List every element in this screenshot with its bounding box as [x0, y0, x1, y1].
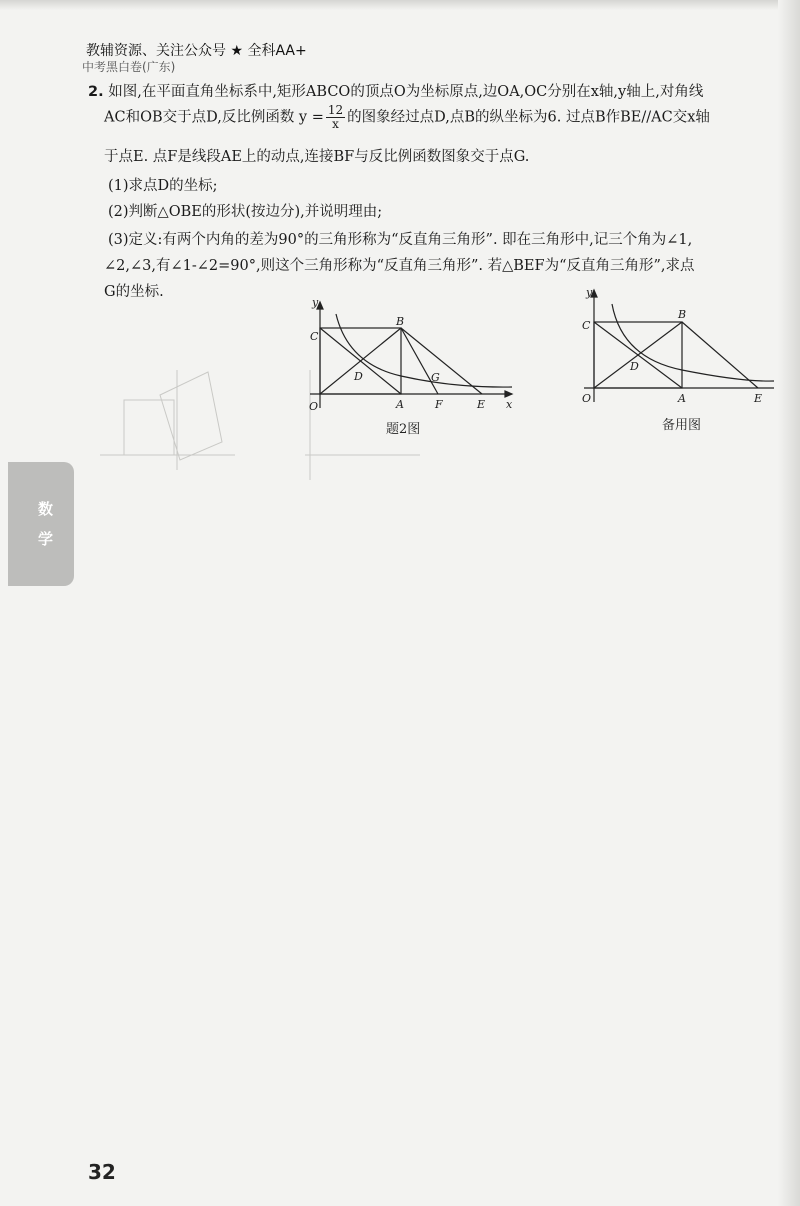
label-x: x	[506, 398, 513, 411]
function-fraction	[326, 104, 345, 131]
problem-line-3: 于点E. 点F是线段AE上的动点,连接BF与反比例函数图象交于点G.	[104, 149, 530, 165]
spare-label-a: A	[678, 392, 686, 405]
spare-label-y: y	[586, 286, 593, 299]
series-header: 中考黑白卷(广东)	[82, 60, 176, 74]
figure-spare-diagram	[578, 284, 778, 410]
problem-line-2	[104, 104, 710, 131]
spare-line-be	[682, 322, 758, 388]
label-o: O	[309, 400, 319, 413]
problem-text-2a: AC和OB交于点D,反比例函数 y =	[104, 109, 324, 126]
label-g: G	[431, 371, 440, 384]
question-number: 2.	[88, 84, 104, 100]
side-tab-char-1: 数	[38, 500, 54, 518]
part-3-line-1: (3)定义:有两个内角的差为90°的三角形称为“反直角三角形”. 即在三角形中,记三个角为∠1,	[108, 232, 693, 248]
label-c: C	[310, 330, 319, 343]
spare-label-e: E	[754, 392, 763, 405]
page-right-shadow	[778, 0, 800, 1206]
part-2: (2)判断△OBE的形状(按边分),并说明理由;	[108, 204, 383, 220]
label-b: B	[396, 315, 405, 328]
fraction-denominator: x	[332, 117, 339, 131]
line-be	[401, 328, 482, 394]
label-a: A	[396, 398, 404, 411]
part-3-line-2: ∠2,∠3,有∠1-∠2=90°,则这个三角形称为“反直角三角形”. 若△BEF为“反直角三角形”,求点	[104, 258, 695, 274]
label-d: D	[354, 370, 363, 383]
spare-label-o: O	[582, 392, 592, 405]
label-y: y	[312, 296, 319, 309]
watermark-text: 教辅资源、关注公众号 ★ 全科AA+	[86, 43, 307, 59]
problem-text-2b: 的图象经过点D,点B的纵坐标为6. 过点B作BE//AC交x轴	[347, 109, 710, 126]
problem-line-1	[88, 80, 703, 101]
page-top-shadow	[0, 0, 800, 10]
label-e: E	[477, 398, 486, 411]
figure-spare-caption: 备用图	[662, 418, 702, 433]
figure-main-caption: 题2图	[386, 422, 421, 437]
problem-text-1: 如图,在平面直角坐标系中,矩形ABCO的顶点O为坐标原点,边OA,OC分别在x轴,y轴上,对角线	[108, 84, 704, 100]
fraction-numerator: 12	[327, 103, 344, 117]
subject-side-tab	[8, 462, 74, 586]
spare-label-b: B	[678, 308, 687, 321]
line-bf	[401, 328, 438, 394]
spare-label-c: C	[582, 319, 591, 332]
side-tab-char-2: 学	[38, 530, 54, 548]
part-1: (1)求点D的坐标;	[108, 178, 218, 194]
page-number: 32	[88, 1160, 116, 1184]
label-f: F	[435, 398, 443, 411]
part-3-line-3: G的坐标.	[104, 284, 164, 300]
figure-main-diagram	[300, 296, 520, 416]
spare-label-d: D	[630, 360, 639, 373]
